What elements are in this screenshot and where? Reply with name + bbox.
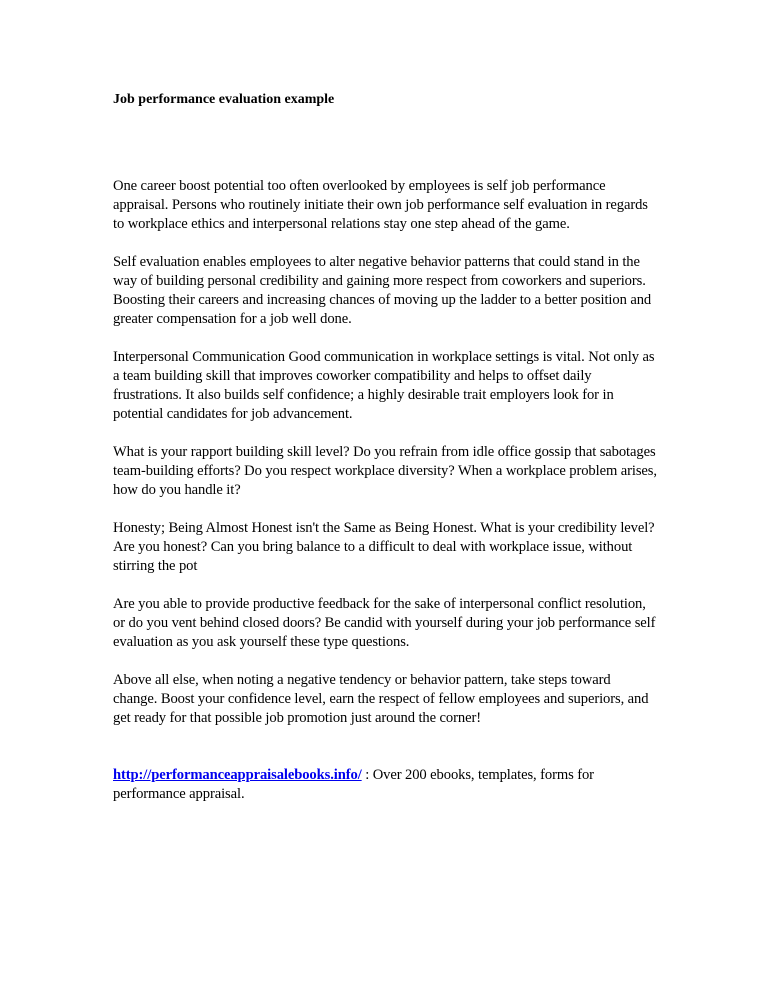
document-page bbox=[113, 91, 658, 802]
paragraph-1: One career boost potential too often overlooked by employees is self job performance appraisal. Persons who routinely initiate their own job performance self evaluation in regards to workplace ethics and interpersonal relations stay one step ahead of the game. bbox=[113, 178, 648, 232]
document-title: Job performance evaluation example bbox=[113, 92, 335, 107]
paragraph-6: Are you able to provide productive feedback for the sake of interpersonal conflict resolution, or do you vent behind closed doors? Be candid with yourself during your job performance self evaluation as you ask yourself these type questions. bbox=[113, 596, 656, 650]
paragraph-3: Interpersonal Communication Good communication in workplace settings is vital. Not only as a team building skill that improves coworker compatibility and helps to offset daily frustrations. It also builds self confidence; a highly desirable trait employers look for in potential candidates for job advancement. bbox=[113, 349, 655, 422]
footer-paragraph bbox=[113, 766, 658, 804]
ebooks-link[interactable]: http://performanceappraisalebooks.info/ bbox=[113, 767, 362, 783]
paragraph-7: Above all else, when noting a negative tendency or behavior pattern, take steps toward change. Boost your confidence level, earn the respect of fellow employees and superiors, and get ready for that possible job promotion just around the corner! bbox=[113, 672, 649, 726]
paragraph-2: Self evaluation enables employees to alter negative behavior patterns that could stand in the way of building personal credibility and gaining more respect from coworkers and superiors. Boosting their careers and increasing chances of moving up the ladder to a better position and greater compensation for a job well done. bbox=[113, 254, 652, 327]
paragraph-5: Honesty; Being Almost Honest isn't the Same as Being Honest. What is your credibility level? Are you honest? Can you bring balance to a difficult to deal with workplace issue, without stirring the pot bbox=[113, 520, 655, 574]
document-body bbox=[113, 177, 658, 823]
footer-link-description: : Over 200 ebooks, templates, forms for performance appraisal. bbox=[113, 767, 594, 802]
paragraph-4: What is your rapport building skill level? Do you refrain from idle office gossip that sabotages team-building efforts? Do you respect workplace diversity? When a workplace problem arises, how do you handle it? bbox=[113, 444, 657, 498]
